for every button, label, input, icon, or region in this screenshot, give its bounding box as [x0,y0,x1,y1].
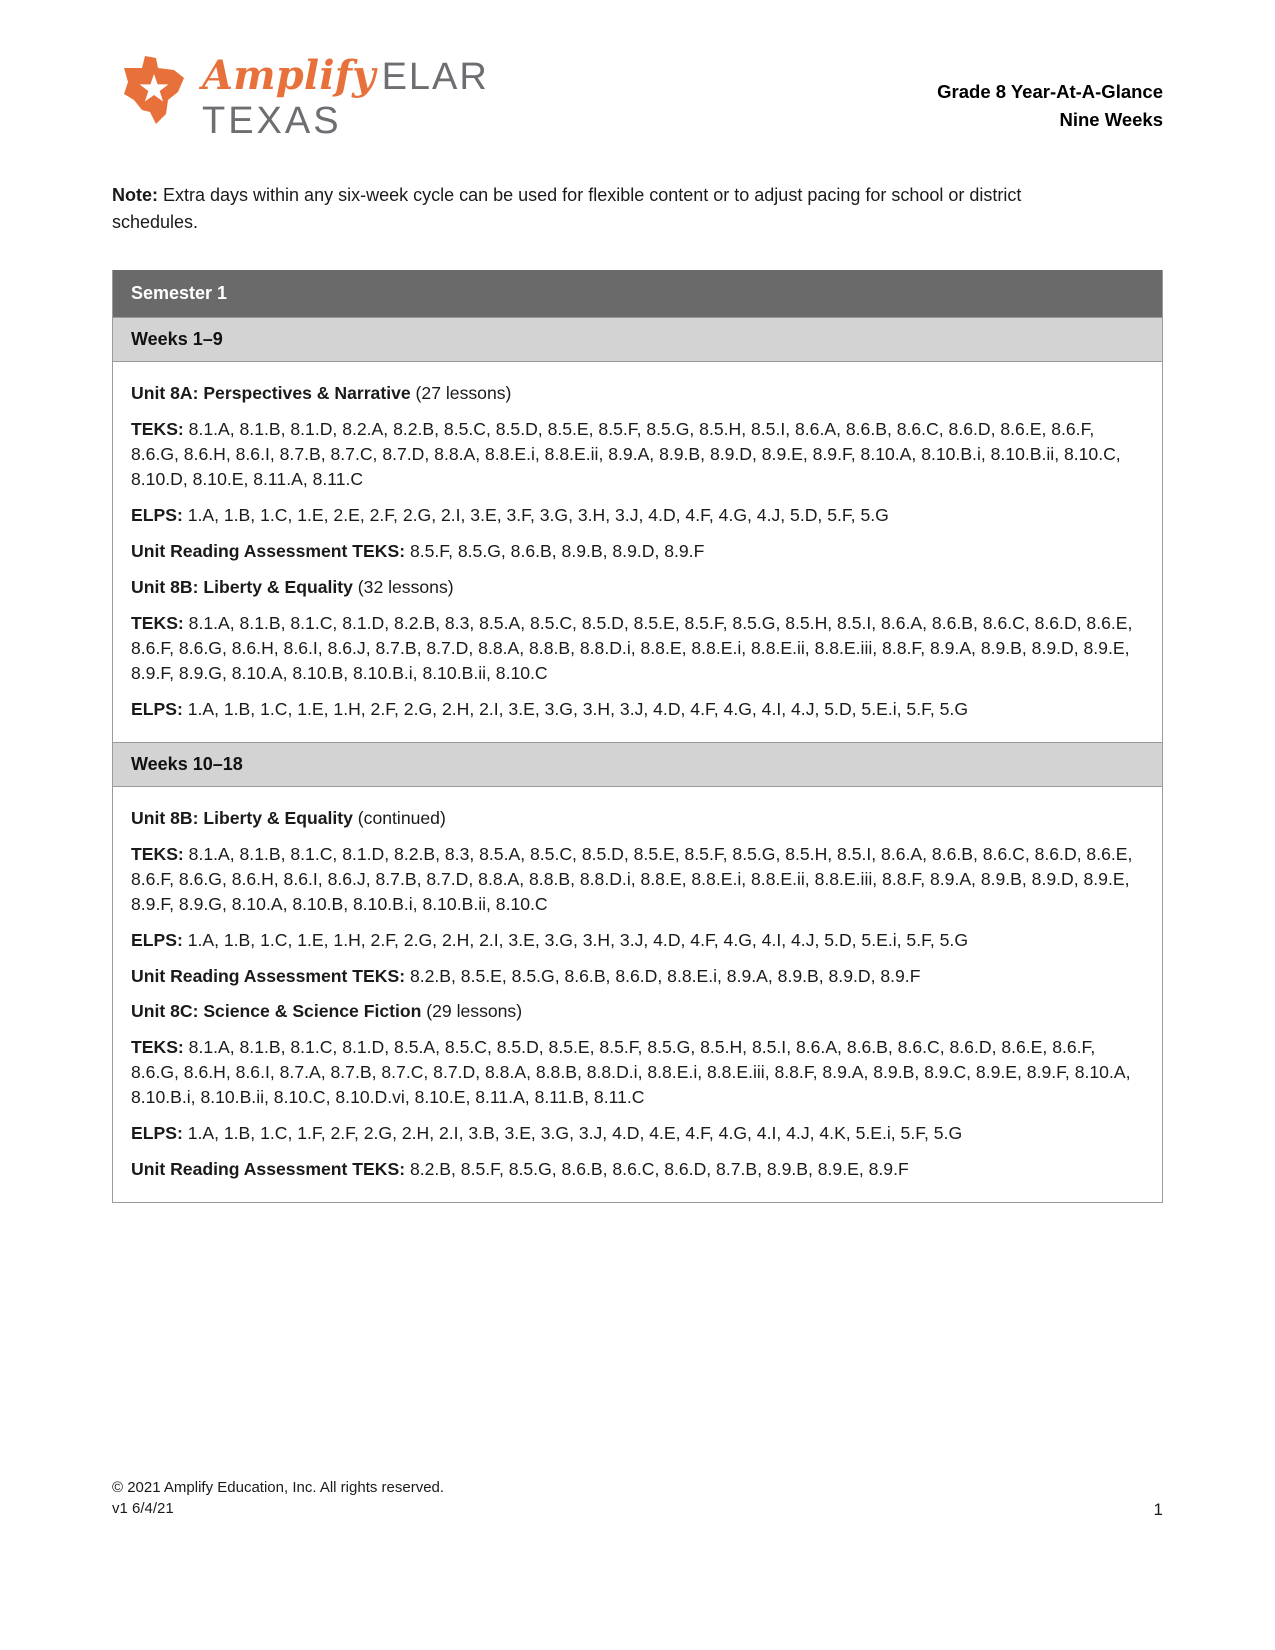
elps-row [131,1121,1144,1146]
unit-8c-title: Unit 8C: Science & Science Fiction [131,1001,422,1022]
logo-amplify-text: Amplify [202,52,376,99]
teks-row [131,1035,1144,1110]
elps-values: 1.A, 1.B, 1.C, 1.E, 2.E, 2.F, 2.G, 2.I, 3.E, 3.F, 3.G, 3.H, 3.J, 4.D, 4.F, 4.G, 4.J, 5.D, 5.F, 5.G [182,504,889,525]
unit-8c-lessons: (29 lessons) [421,1001,523,1022]
elps-values: 1.A, 1.B, 1.C, 1.E, 1.H, 2.F, 2.G, 2.H, 2.I, 3.E, 3.G, 3.H, 3.J, 4.D, 4.F, 4.G, 4.I, 4.J, 5.D, 5.E.i, 5.F, 5.G [182,929,969,950]
footer-copyright: © 2021 Amplify Education, Inc. All rights reserved. [112,1478,445,1496]
note-paragraph [112,182,1112,236]
elps-label: ELPS: [131,698,183,719]
footer-version: v1 6/4/21 [112,1500,174,1518]
page-number: 1 [1153,1500,1163,1519]
unit-8b-continued-note: (continued) [352,807,446,828]
elps-row [131,503,1144,528]
unit-reading-assessment-label: Unit Reading Assessment TEKS: [131,540,406,561]
amplify-elar-texas-logo [112,40,489,140]
elps-label: ELPS: [131,504,183,525]
weeks-header-2: Weeks 10–18 [113,742,1162,787]
page-header [112,40,1163,160]
teks-row [131,611,1144,686]
elps-label: ELPS: [131,1123,183,1144]
elps-values: 1.A, 1.B, 1.C, 1.F, 2.F, 2.G, 2.H, 2.I, 3.B, 3.E, 3.G, 3.J, 4.D, 4.E, 4.F, 4.G, 4.I, 4.J, 4.K, 5.E.i, 5.F, 5.G [182,1123,963,1144]
teks-values: 8.1.A, 8.1.B, 8.1.D, 8.2.A, 8.2.B, 8.5.C, 8.5.D, 8.5.E, 8.5.F, 8.5.G, 8.5.H, 8.5.I, 8.6.A, 8.6.B, 8.6.C, 8.6.D, 8.6.E, 8.6.F, 8.6.G, 8.6.H, 8.6.I, 8.7.B, 8.7.C, 8.7.D, 8.8.A, 8.8.E.i, 8.8.E.ii, 8.9.A, 8.9.B, 8.9.D, 8.9.E, 8.9.F, 8.10.A, 8.10.B.i, 8.10.B.ii, 8.10.C, 8.10.D, 8.10.E, 8.11.A, 8.11.C [131,418,1121,489]
teks-label: TEKS: [131,1037,184,1058]
note-text: Extra days within any six-week cycle can be used for flexible content or to adjust pacing for school or district schedules. [112,185,1022,232]
teks-label: TEKS: [131,612,184,633]
teks-label: TEKS: [131,418,184,439]
footer-copyright-block [112,1477,444,1521]
unit-title-row [131,806,1144,831]
year-at-a-glance-table [112,270,1163,1203]
page-title [937,40,1163,134]
teks-values: 8.1.A, 8.1.B, 8.1.C, 8.1.D, 8.5.A, 8.5.C, 8.5.D, 8.5.E, 8.5.F, 8.5.G, 8.5.H, 8.5.I, 8.6.A, 8.6.B, 8.6.C, 8.6.D, 8.6.E, 8.6.F, 8.6.G, 8.6.H, 8.6.I, 8.7.A, 8.7.B, 8.7.C, 8.7.D, 8.8.A, 8.8.B, 8.8.D.i, 8.8.E.i, 8.8.E.iii, 8.8.F, 8.9.A, 8.9.B, 8.9.C, 8.9.E, 8.9.F, 8.10.A, 8.10.B.i, 8.10.B.ii, 8.10.C, 8.10.D.vi, 8.10.E, 8.11.A, 8.11.B, 8.11.C [131,1037,1131,1108]
texas-star-icon [112,48,196,132]
unit-reading-assessment-row [131,539,1144,564]
unit-8b-title: Unit 8B: Liberty & Equality [131,576,353,597]
unit-reading-assessment-values: 8.2.B, 8.5.F, 8.5.G, 8.6.B, 8.6.C, 8.6.D, 8.7.B, 8.9.B, 8.9.E, 8.9.F [405,1159,909,1180]
note-label: Note: [112,185,158,205]
page-title-line1: Grade 8 Year-At-A-Glance [937,81,1163,102]
unit-reading-assessment-label: Unit Reading Assessment TEKS: [131,965,406,986]
unit-title-row [131,381,1144,406]
unit-8a-title: Unit 8A: Perspectives & Narrative [131,383,411,403]
semester-header: Semester 1 [113,270,1162,317]
teks-row [131,842,1144,917]
teks-label: TEKS: [131,843,184,864]
unit-reading-assessment-values: 8.5.F, 8.5.G, 8.6.B, 8.9.B, 8.9.D, 8.9.F [405,540,705,561]
weeks-header-1: Weeks 1–9 [113,317,1162,362]
unit-reading-assessment-row [131,1157,1144,1182]
unit-reading-assessment-row [131,964,1144,989]
unit-reading-assessment-values: 8.2.B, 8.5.E, 8.5.G, 8.6.B, 8.6.D, 8.8.E.i, 8.9.A, 8.9.B, 8.9.D, 8.9.F [405,965,921,986]
elps-row [131,928,1144,953]
unit-8b-continued-title: Unit 8B: Liberty & Equality [131,807,353,828]
elps-label: ELPS: [131,929,183,950]
elps-values: 1.A, 1.B, 1.C, 1.E, 1.H, 2.F, 2.G, 2.H, 2.I, 3.E, 3.G, 3.H, 3.J, 4.D, 4.F, 4.G, 4.I, 4.J, 5.D, 5.E.i, 5.F, 5.G [182,698,969,719]
elps-row [131,697,1144,722]
unit-8b-lessons: (32 lessons) [352,576,454,597]
logo-wordmark [202,48,489,140]
teks-values: 8.1.A, 8.1.B, 8.1.C, 8.1.D, 8.2.B, 8.3, 8.5.A, 8.5.C, 8.5.D, 8.5.E, 8.5.F, 8.5.G, 8.5.H, 8.5.I, 8.6.A, 8.6.B, 8.6.C, 8.6.D, 8.6.E, 8.6.F, 8.6.G, 8.6.H, 8.6.I, 8.6.J, 8.7.B, 8.7.D, 8.8.A, 8.8.B, 8.8.D.i, 8.8.E, 8.8.E.i, 8.8.E.ii, 8.8.E.iii, 8.8.F, 8.9.A, 8.9.B, 8.9.D, 8.9.E, 8.9.F, 8.9.G, 8.10.A, 8.10.B, 8.10.B.i, 8.10.B.ii, 8.10.C [131,843,1133,914]
unit-8a-lessons: (27 lessons) [410,383,512,403]
unit-title-row [131,999,1144,1024]
page-footer [112,1477,1163,1521]
weeks-content-1 [113,362,1162,742]
teks-values: 8.1.A, 8.1.B, 8.1.C, 8.1.D, 8.2.B, 8.3, 8.5.A, 8.5.C, 8.5.D, 8.5.E, 8.5.F, 8.5.G, 8.5.H, 8.5.I, 8.6.A, 8.6.B, 8.6.C, 8.6.D, 8.6.E, 8.6.F, 8.6.G, 8.6.H, 8.6.I, 8.6.J, 8.7.B, 8.7.D, 8.8.A, 8.8.B, 8.8.D.i, 8.8.E, 8.8.E.i, 8.8.E.ii, 8.8.E.iii, 8.8.F, 8.9.A, 8.9.B, 8.9.D, 8.9.E, 8.9.F, 8.9.G, 8.10.A, 8.10.B, 8.10.B.i, 8.10.B.ii, 8.10.C [131,612,1133,683]
page-title-line2: Nine Weeks [1059,108,1163,130]
logo-elar-text: ELAR [381,56,489,98]
logo-texas-text: TEXAS [202,100,342,142]
weeks-content-2 [113,787,1162,1203]
teks-row [131,417,1144,492]
unit-title-row [131,575,1144,600]
unit-reading-assessment-label: Unit Reading Assessment TEKS: [131,1159,406,1180]
